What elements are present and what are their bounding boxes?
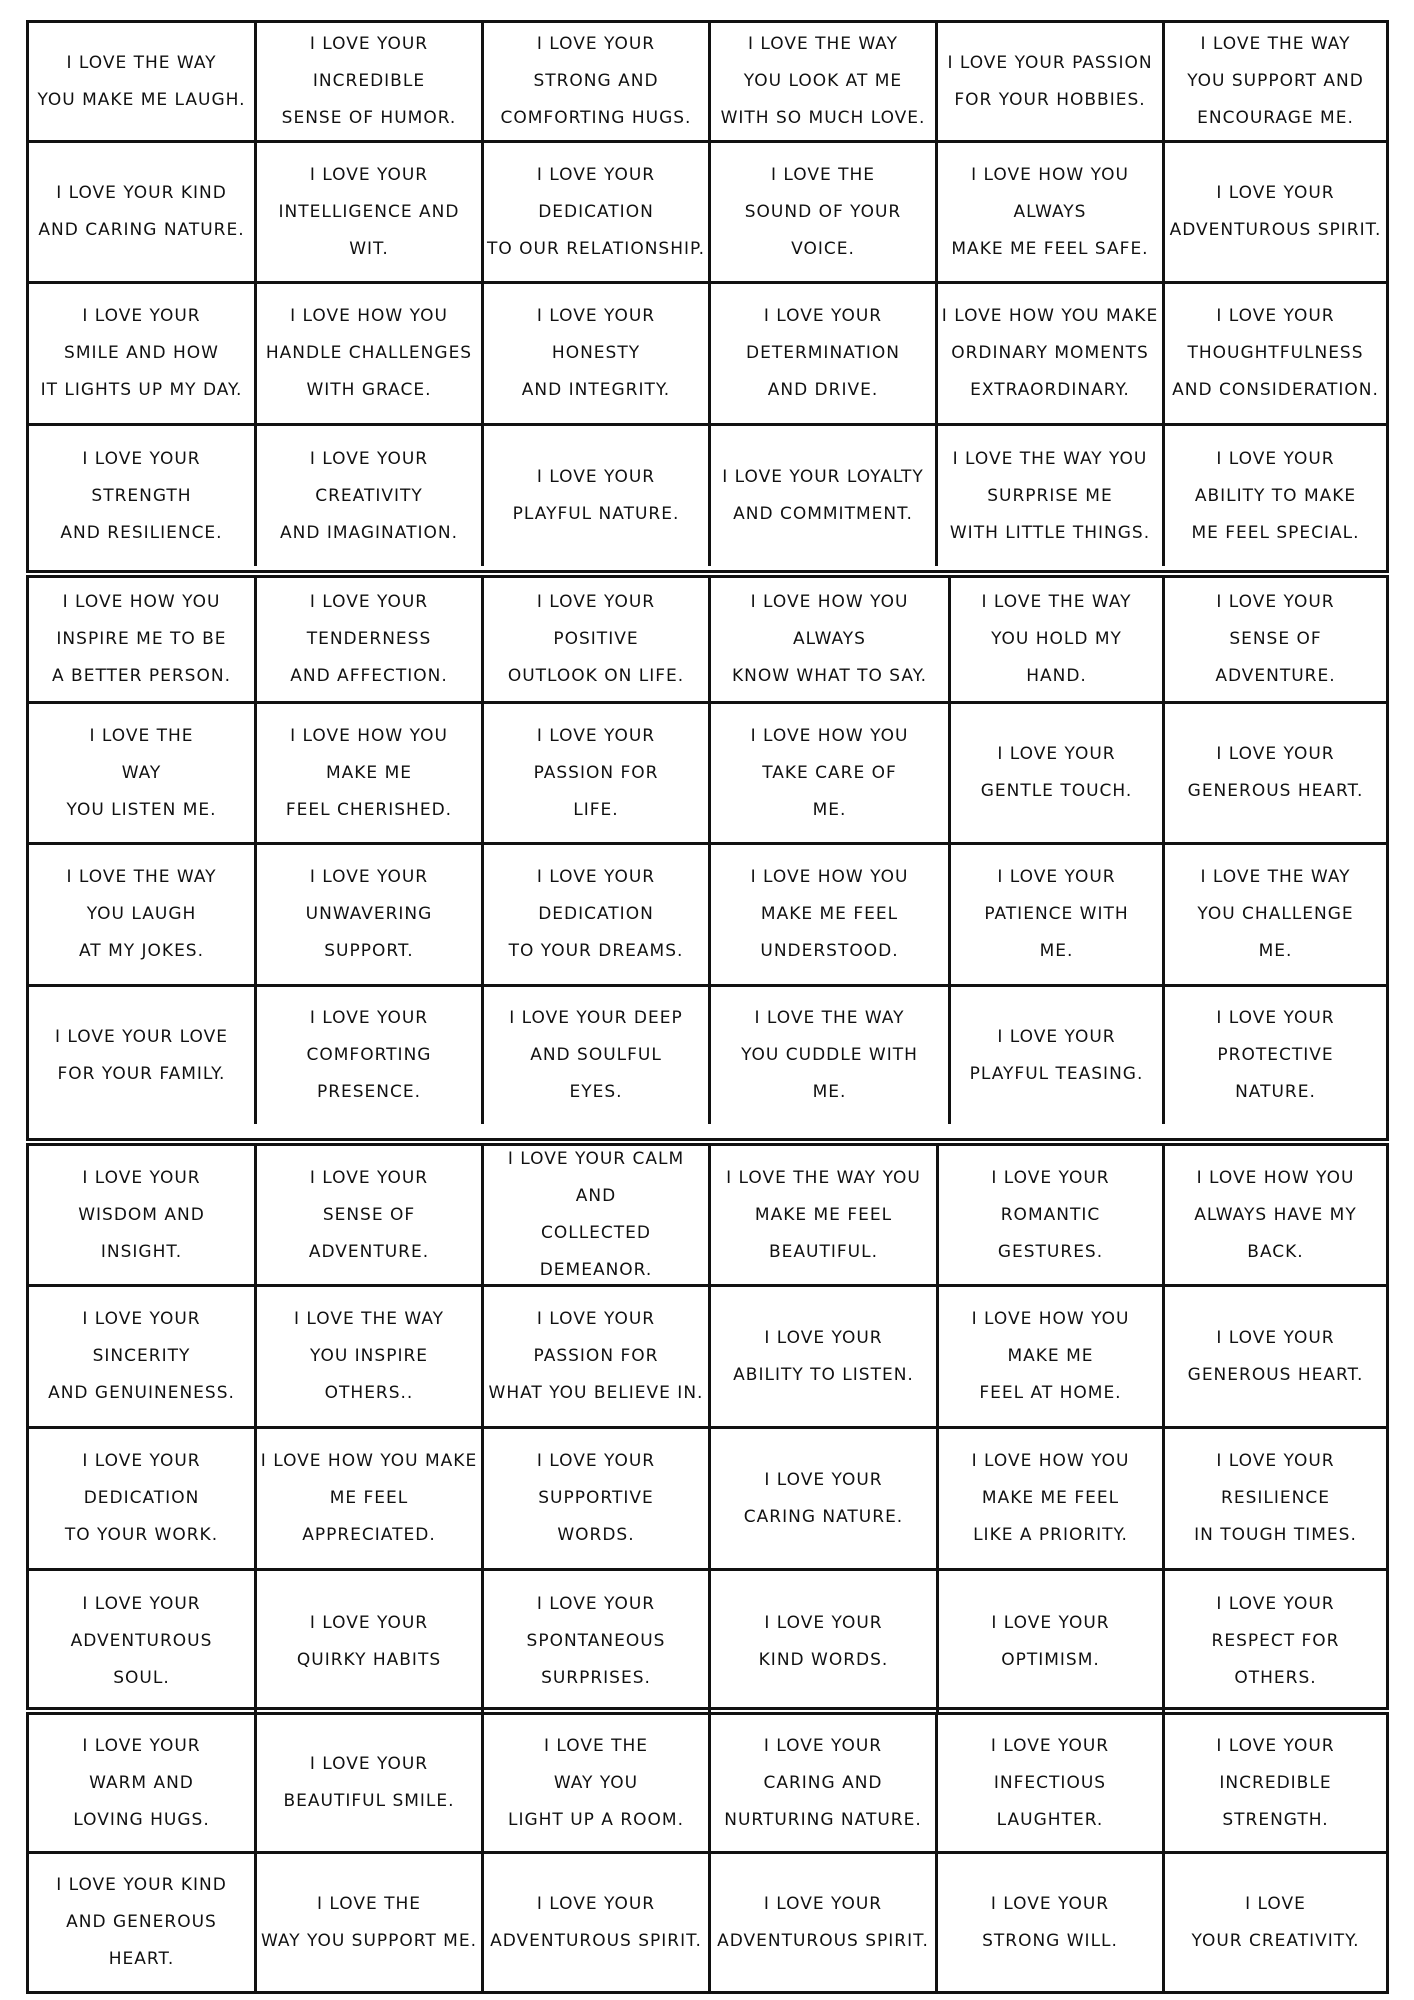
card-text: I LOVE YOUR PLAYFUL TEASING. xyxy=(969,1026,1144,1084)
love-card xyxy=(29,1571,257,1712)
card-text: I LOVE YOUR LOVE FOR YOUR FAMILY. xyxy=(55,1026,228,1084)
love-card xyxy=(257,1287,484,1429)
card-text: I LOVE YOUR CARING AND NURTURING NATURE. xyxy=(724,1735,922,1830)
love-card xyxy=(939,1429,1165,1571)
card-text: I LOVE YOUR ROMANTIC GESTURES. xyxy=(991,1167,1110,1262)
card-text: I LOVE YOUR THOUGHTFULNESS AND CONSIDERATION. xyxy=(1172,306,1379,400)
love-card xyxy=(938,143,1165,284)
love-card xyxy=(257,1571,484,1712)
love-card xyxy=(939,1287,1165,1429)
card-text: I LOVE THE WAY YOU SUPPORT ME. xyxy=(261,1893,477,1951)
card-text: I LOVE YOUR RESPECT FOR OTHERS. xyxy=(1211,1594,1340,1688)
love-card xyxy=(484,284,711,426)
card-text: I LOVE YOUR INFECTIOUS LAUGHTER. xyxy=(990,1735,1110,1830)
love-card xyxy=(951,845,1165,987)
love-card xyxy=(938,23,1165,143)
love-card xyxy=(484,143,711,284)
card-text: I LOVE YOUR RESILIENCE IN TOUGH TIMES. xyxy=(1194,1451,1357,1545)
card-text: I LOVE THE WAY YOU SURPRISE ME WITH LITTLE THINGS. xyxy=(949,448,1151,543)
card-text: I LOVE YOUR HONESTY AND INTEGRITY. xyxy=(521,306,671,400)
card-text: I LOVE YOUR QUIRKY HABITS xyxy=(296,1612,442,1670)
love-card xyxy=(29,1429,257,1571)
card-text: I LOVE YOUR STRENGTH AND RESILIENCE. xyxy=(60,448,223,543)
card-text: I LOVE THE WAY YOU CHALLENGE ME. xyxy=(1197,867,1354,961)
card-text: I LOVE THE WAY YOU CUDDLE WITH ME. xyxy=(741,1008,918,1102)
love-card xyxy=(257,987,484,1124)
love-card xyxy=(29,143,257,284)
card-text: I LOVE HOW YOU TAKE CARE OF ME. xyxy=(750,725,909,820)
love-card xyxy=(29,845,257,987)
love-card xyxy=(484,704,711,845)
love-card xyxy=(484,426,711,566)
love-card xyxy=(1165,1854,1386,1991)
love-card xyxy=(29,578,257,704)
love-card xyxy=(484,1571,711,1712)
card-text: I LOVE YOUR DETERMINATION AND DRIVE. xyxy=(746,306,900,400)
love-card xyxy=(29,284,257,426)
card-text: I LOVE HOW YOU MAKE ME FEEL LIKE A PRIORITY. xyxy=(971,1451,1130,1545)
love-card xyxy=(711,1571,939,1712)
love-card xyxy=(29,704,257,845)
love-card xyxy=(938,284,1165,426)
love-card xyxy=(29,1715,257,1854)
card-text: I LOVE HOW YOU MAKE ME FEEL APPRECIATED. xyxy=(260,1451,478,1545)
card-text: I LOVE YOUR KIND AND GENEROUS HEART. xyxy=(56,1875,227,1969)
love-card xyxy=(938,1854,1165,1991)
love-card xyxy=(1165,1146,1386,1287)
love-card xyxy=(484,1429,711,1571)
love-card xyxy=(484,1854,711,1991)
love-card xyxy=(257,845,484,987)
card-text: I LOVE YOUR POSITIVE OUTLOOK ON LIFE. xyxy=(507,592,685,686)
card-text: I LOVE YOUR DEDICATION TO OUR RELATIONSHIP. xyxy=(486,164,706,259)
card-text: I LOVE YOUR TENDERNESS AND AFFECTION. xyxy=(290,592,448,686)
card-text: I LOVE YOUR UNWAVERING SUPPORT. xyxy=(305,867,433,961)
card-text: I LOVE YOUR STRONG WILL. xyxy=(982,1893,1118,1951)
love-card xyxy=(484,987,711,1124)
love-card xyxy=(257,23,484,143)
card-text: I LOVE YOUR INCREDIBLE STRENGTH. xyxy=(1216,1735,1335,1830)
card-text: I LOVE HOW YOU MAKE ORDINARY MOMENTS EXTRAORDINARY. xyxy=(941,306,1159,400)
card-text: I LOVE YOUR INTELLIGENCE AND WIT. xyxy=(278,164,460,259)
card-text: I LOVE THE WAY YOU LISTEN ME. xyxy=(66,725,217,820)
card-text: I LOVE YOUR PASSION FOR YOUR HOBBIES. xyxy=(947,52,1153,110)
love-card xyxy=(951,578,1165,704)
love-card xyxy=(711,987,951,1124)
card-block-4 xyxy=(26,1712,1389,1994)
card-block-3 xyxy=(26,1143,1389,1710)
love-card xyxy=(29,23,257,143)
card-text: I LOVE YOUR GENEROUS HEART. xyxy=(1187,1327,1364,1385)
love-card xyxy=(1165,426,1386,566)
card-text: I LOVE YOUR SINCERITY AND GENUINENESS. xyxy=(48,1309,235,1403)
card-text: I LOVE YOUR GENTLE TOUCH. xyxy=(980,744,1133,801)
love-card xyxy=(938,426,1165,566)
love-card xyxy=(257,284,484,426)
love-card xyxy=(257,1715,484,1854)
card-text: I LOVE YOUR PATIENCE WITH ME. xyxy=(984,867,1129,961)
love-card xyxy=(1165,23,1386,143)
card-text: I LOVE YOUR SPONTANEOUS SURPRISES. xyxy=(526,1594,666,1688)
card-text: I LOVE YOUR CARING NATURE. xyxy=(743,1469,904,1527)
card-block-1 xyxy=(26,20,1389,573)
love-card xyxy=(1165,143,1386,284)
card-text: I LOVE THE WAY YOU LOOK AT ME WITH SO MUCH LOVE. xyxy=(720,34,926,128)
love-card xyxy=(257,1854,484,1991)
card-text: I LOVE YOUR ABILITY TO MAKE ME FEEL SPECIAL. xyxy=(1191,448,1360,543)
love-card xyxy=(29,426,257,566)
card-text: I LOVE YOUR BEAUTIFUL SMILE. xyxy=(283,1754,455,1811)
card-text: I LOVE YOUR DEEP AND SOULFUL EYES. xyxy=(509,1008,683,1102)
love-card xyxy=(484,23,711,143)
love-card xyxy=(484,1287,711,1429)
card-text: I LOVE HOW YOU ALWAYS HAVE MY BACK. xyxy=(1194,1167,1357,1262)
card-text: I LOVE YOUR DEDICATION TO YOUR WORK. xyxy=(64,1451,219,1545)
love-card xyxy=(1165,704,1386,845)
love-card xyxy=(1165,1287,1386,1429)
card-text: I LOVE HOW YOU ALWAYS MAKE ME FEEL SAFE. xyxy=(951,164,1149,259)
love-card xyxy=(711,704,951,845)
love-card xyxy=(257,1429,484,1571)
love-card xyxy=(938,1715,1165,1854)
card-text: I LOVE HOW YOU MAKE ME FEEL CHERISHED. xyxy=(285,725,453,820)
love-card xyxy=(711,845,951,987)
card-text: I LOVE YOUR PASSION FOR LIFE. xyxy=(533,725,659,820)
card-text: I LOVE YOUR PASSION FOR WHAT YOU BELIEVE IN. xyxy=(488,1309,704,1403)
love-card xyxy=(484,845,711,987)
card-text: I LOVE YOUR OPTIMISM. xyxy=(991,1612,1110,1670)
card-text: I LOVE YOUR DEDICATION TO YOUR DREAMS. xyxy=(508,867,684,961)
card-text: I LOVE YOUR STRONG AND COMFORTING HUGS. xyxy=(500,34,692,128)
love-card xyxy=(939,1571,1165,1712)
love-card xyxy=(711,1715,938,1854)
card-text: I LOVE YOUR SENSE OF ADVENTURE. xyxy=(1215,592,1336,686)
card-text: I LOVE YOUR ABILITY TO LISTEN. xyxy=(733,1327,914,1385)
love-card xyxy=(711,578,951,704)
love-card xyxy=(951,704,1165,845)
card-text: I LOVE YOUR KIND AND CARING NATURE. xyxy=(38,183,245,240)
love-card xyxy=(711,1429,939,1571)
card-text: I LOVE THE WAY YOU MAKE ME FEEL BEAUTIFUL. xyxy=(726,1167,921,1262)
love-card xyxy=(29,1287,257,1429)
love-card xyxy=(711,426,938,566)
love-card xyxy=(939,1146,1165,1287)
card-text: I LOVE THE WAY YOU INSPIRE OTHERS.. xyxy=(293,1309,445,1403)
card-text: I LOVE THE WAY YOU LAUGH AT MY JOKES. xyxy=(66,867,217,961)
card-text: I LOVE THE WAY YOU LIGHT UP A ROOM. xyxy=(507,1735,684,1830)
love-card xyxy=(29,987,257,1124)
love-card xyxy=(1165,578,1386,704)
love-card xyxy=(711,1146,939,1287)
card-text: I LOVE THE SOUND OF YOUR VOICE. xyxy=(744,164,902,259)
card-text: I LOVE THE WAY YOU SUPPORT AND ENCOURAGE ME. xyxy=(1187,34,1364,128)
card-text: I LOVE YOUR CREATIVITY AND IMAGINATION. xyxy=(280,448,458,543)
card-text: I LOVE YOUR CALM AND COLLECTED DEMEANOR. xyxy=(507,1149,685,1280)
love-card xyxy=(711,284,938,426)
card-text: I LOVE YOUR ADVENTUROUS SOUL. xyxy=(70,1594,213,1688)
card-text: I LOVE HOW YOU HANDLE CHALLENGES WITH GRACE. xyxy=(265,306,473,400)
love-card xyxy=(257,426,484,566)
card-text: I LOVE YOUR PROTECTIVE NATURE. xyxy=(1216,1008,1335,1102)
card-text: I LOVE YOUR WARM AND LOVING HUGS. xyxy=(73,1735,210,1830)
love-card xyxy=(29,1854,257,1991)
love-card xyxy=(484,578,711,704)
love-card xyxy=(484,1715,711,1854)
love-card xyxy=(1165,845,1386,987)
card-text: I LOVE HOW YOU ALWAYS KNOW WHAT TO SAY. xyxy=(731,592,928,686)
love-card xyxy=(1165,1571,1386,1712)
card-text: I LOVE YOUR SENSE OF ADVENTURE. xyxy=(308,1167,430,1262)
love-card xyxy=(484,1146,711,1287)
card-text: I LOVE YOUR KIND WORDS. xyxy=(758,1612,889,1670)
love-card xyxy=(1165,1429,1386,1571)
card-text: I LOVE THE WAY YOU MAKE ME LAUGH. xyxy=(37,52,246,110)
card-text: I LOVE THE WAY YOU HOLD MY HAND. xyxy=(981,592,1132,686)
card-text: I LOVE HOW YOU MAKE ME FEEL UNDERSTOOD. xyxy=(750,867,909,961)
card-text: I LOVE YOUR SMILE AND HOW IT LIGHTS UP MY DAY. xyxy=(40,306,243,400)
love-card xyxy=(711,1854,938,1991)
card-text: I LOVE YOUR COMFORTING PRESENCE. xyxy=(306,1008,432,1102)
love-card xyxy=(257,1146,484,1287)
card-text: I LOVE YOUR SUPPORTIVE WORDS. xyxy=(536,1451,656,1545)
card-text: I LOVE HOW YOU MAKE ME FEEL AT HOME. xyxy=(971,1309,1130,1403)
card-text: I LOVE HOW YOU INSPIRE ME TO BE A BETTER PERSON. xyxy=(52,592,231,686)
card-text: I LOVE YOUR GENEROUS HEART. xyxy=(1187,744,1364,801)
love-card xyxy=(1165,284,1386,426)
love-card xyxy=(711,1287,939,1429)
love-card xyxy=(711,143,938,284)
love-card xyxy=(257,578,484,704)
love-card xyxy=(951,987,1165,1124)
card-text: I LOVE YOUR ADVENTUROUS SPIRIT. xyxy=(1169,183,1382,240)
card-text: I LOVE YOUR ADVENTUROUS SPIRIT. xyxy=(717,1893,929,1951)
card-text: I LOVE YOUR WISDOM AND INSIGHT. xyxy=(78,1167,205,1262)
card-text: I LOVE YOUR LOYALTY AND COMMITMENT. xyxy=(722,467,924,524)
card-text: I LOVE YOUR ADVENTUROUS SPIRIT. xyxy=(490,1893,702,1951)
love-card xyxy=(711,23,938,143)
love-card xyxy=(257,704,484,845)
card-text: I LOVE YOUR CREATIVITY. xyxy=(1191,1893,1360,1951)
card-block-2 xyxy=(26,575,1389,1141)
love-card xyxy=(1165,1715,1386,1854)
love-cards-sheet xyxy=(26,20,1389,1996)
love-card xyxy=(257,143,484,284)
card-text: I LOVE YOUR INCREDIBLE SENSE OF HUMOR. xyxy=(281,34,457,128)
love-card xyxy=(1165,987,1386,1124)
card-text: I LOVE YOUR PLAYFUL NATURE. xyxy=(512,467,680,524)
love-card xyxy=(29,1146,257,1287)
